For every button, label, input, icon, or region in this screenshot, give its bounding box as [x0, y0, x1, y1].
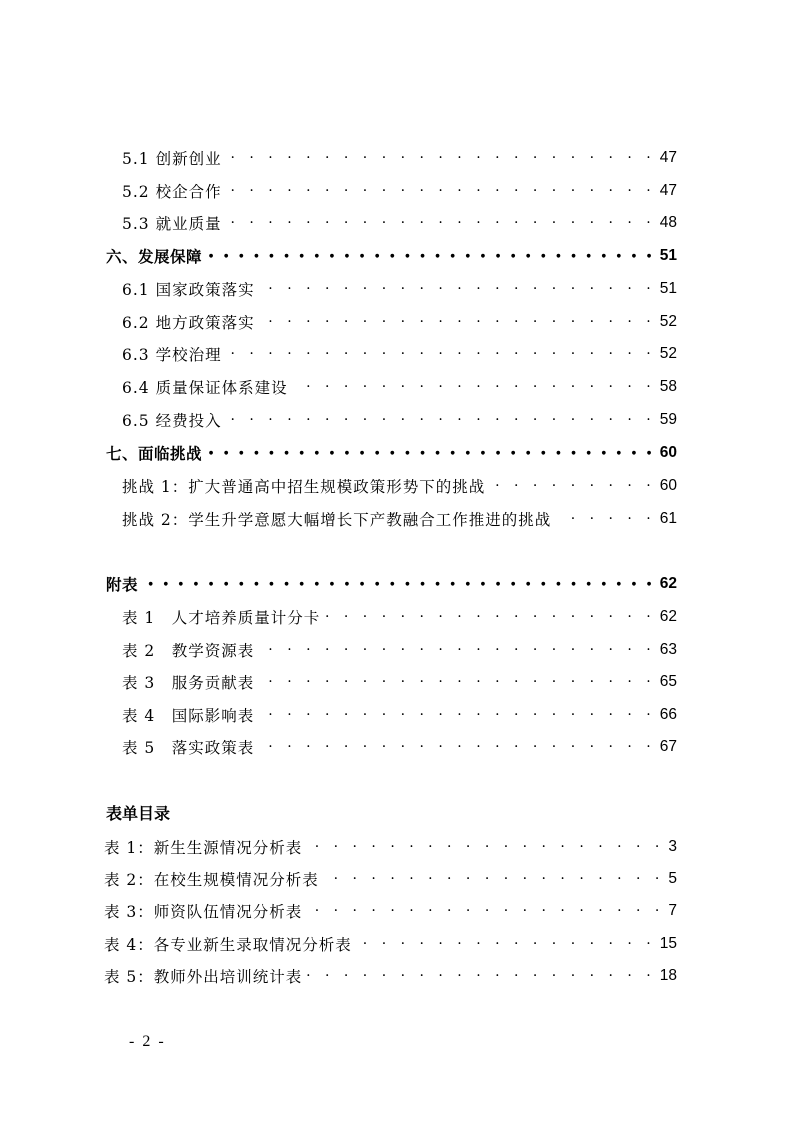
forms-entry-table-1[interactable]: 表 1：新生生源情况分析表 · · 3 — [104, 831, 677, 863]
dot-leader — [306, 895, 664, 927]
dot-leader — [258, 666, 655, 698]
dot-leader — [489, 470, 655, 502]
dot-leader — [226, 207, 656, 239]
dot-leader — [226, 404, 656, 436]
toc-entry-5-1[interactable]: 5.1 创新创业 · · 47 — [122, 142, 677, 174]
dot-leader — [306, 960, 655, 992]
dot-leader — [258, 634, 655, 666]
dot-leader — [258, 731, 655, 763]
toc-entry-appendix-table-2[interactable]: 表 2 教学资源表 · · 63 — [122, 634, 677, 666]
dot-leader — [292, 371, 656, 403]
dot-leader — [323, 863, 665, 895]
toc-appendix[interactable]: 附表 ● ● ● ● ● ● ● ● ● ● ● ● ● ● ● ● ● ● ● ● ● ● ● ● ● ● ● ● ● ● ● ● ● ● ● ● ● ● ● ● 62 — [106, 568, 677, 600]
dot-leader — [555, 503, 655, 535]
dot-leader — [258, 699, 655, 731]
toc-chapter-7[interactable]: 七、面临挑战 ● ● ● ● ● ● ● ● ● ● ● ● ● ● ● ● ● ● ● ● ● ● ● ● ● ● ● ● ● ● ● ● ● ● ● ● ● ● ● ● 60 — [106, 437, 677, 469]
dot-leader — [324, 601, 655, 633]
forms-entry-table-4[interactable]: 表 4：各专业新生录取情况分析表 · · 15 — [104, 928, 677, 960]
dot-leader — [356, 928, 656, 960]
toc-entry-5-3[interactable]: 5.3 就业质量 · · 48 — [122, 207, 677, 239]
toc-entry-6-2[interactable]: 6.2 地方政策落实 · · 52 — [122, 306, 677, 338]
forms-entry-table-5[interactable]: 表 5：教师外出培训统计表 · · 18 — [104, 960, 677, 992]
toc-entry-6-1[interactable]: 6.1 国家政策落实 · · 51 — [122, 273, 677, 305]
toc-entry-challenge-1[interactable]: 挑战 1：扩大普通高中招生规模政策形势下的挑战 · · 60 — [122, 470, 677, 502]
toc-entry-appendix-table-4[interactable]: 表 4 国际影响表 · · 66 — [122, 699, 677, 731]
dot-leader — [259, 306, 656, 338]
toc-entry-appendix-table-1[interactable]: 表 1 人才培养质量计分卡 · · 62 — [122, 601, 677, 633]
dot-leader — [306, 831, 664, 863]
toc-entry-appendix-table-3[interactable]: 表 3 服务贡献表 · · 65 — [122, 666, 677, 698]
dot-leader — [226, 175, 656, 207]
toc-entry-6-5[interactable]: 6.5 经费投入 · · 59 — [122, 404, 677, 436]
dot-leader — [142, 568, 656, 600]
dot-leader — [226, 338, 656, 370]
toc-entry-5-2[interactable]: 5.2 校企合作 · · 47 — [122, 175, 677, 207]
forms-entry-table-3[interactable]: 表 3：师资队伍情况分析表 · · 7 — [104, 895, 677, 927]
toc-entry-6-3[interactable]: 6.3 学校治理 · · 52 — [122, 338, 677, 370]
dot-leader — [206, 240, 656, 272]
dot-leader — [226, 142, 656, 174]
toc-entry-challenge-2[interactable]: 挑战 2：学生升学意愿大幅增长下产教融合工作推进的挑战 · · 61 — [122, 503, 677, 535]
toc-entry-appendix-table-5[interactable]: 表 5 落实政策表 · · 67 — [122, 731, 677, 763]
dot-leader — [206, 437, 656, 469]
toc-chapter-6[interactable]: 六、发展保障 ● ● ● ● ● ● ● ● ● ● ● ● ● ● ● ● ● ● ● ● ● ● ● ● ● ● ● ● ● ● ● ● ● ● ● ● ● ● ● ● 51 — [106, 240, 677, 272]
forms-entry-table-2[interactable]: 表 2：在校生规模情况分析表 · · 5 — [104, 863, 677, 895]
forms-list-title: 表单目录 — [106, 804, 171, 823]
page-number: - 2 - — [129, 1033, 166, 1050]
toc-entry-6-4[interactable]: 6.4 质量保证体系建设 · · 58 — [122, 371, 677, 403]
dot-leader — [259, 273, 656, 305]
